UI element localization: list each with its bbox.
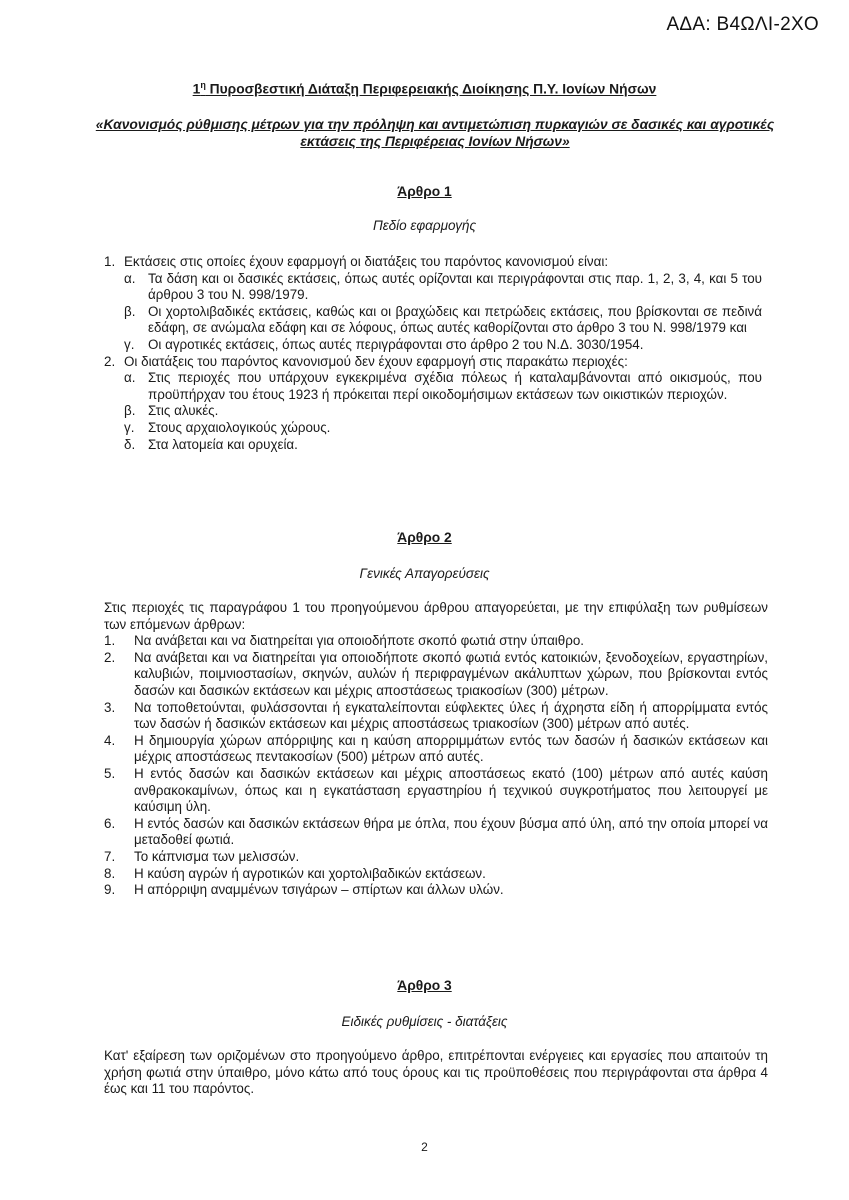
list-item: 9. Η απόρριψη αναμμένων τσιγάρων – σπίρτων και άλλων υλών. [104, 882, 504, 898]
list-item: 6. Η εντός δασών και δασικών εκτάσεων θήρα με όπλα, που έχουν βύσμα από ύλη, από την οποία μπορεί να μεταδοθεί φωτιά. [104, 815, 768, 848]
list-item: γ. Οι αγροτικές εκτάσεις, όπως αυτές περιγράφονται στο άρθρο 2 του Ν.Δ. 3030/1954. [124, 336, 644, 352]
list-item: β. Στις αλυκές. [124, 403, 219, 419]
list-item: 4. Η δημιουργία χώρων απόρριψης και η καύση απορριμμάτων εντός των δασών ή δασικών εκτάσεων και μέχρις αποστάσεως πεντακοσίων (500) μέτρων από αυτές. [104, 732, 768, 765]
list-item: α. Στις περιοχές που υπάρχουν εγκεκριμένα σχέδια πόλεως ή καταλαμβάνονται από οικισμούς, που προϋπήρχαν του έτους 1923 ή πρόκειται περί οικοδομήσιμων εκτάσεων των οικιστικών περιοχών. [124, 370, 762, 402]
list-item: γ. Στους αρχαιολογικούς χώρους. [124, 419, 331, 435]
article-3-heading: Άρθρο 3 [397, 978, 452, 993]
list-item: 7. Το κάπνισμα των μελισσών. [104, 848, 300, 864]
list-item: 2. Να ανάβεται και να διατηρείται για οποιοδήποτε σκοπό φωτιά εντός κατοικιών, ξενοδοχείων, εργαστηρίων, καλυβιών, ποιμνιοστασίων, σκηνών, αυλών ή περιφραγμένων ακάλυπτων χώρων, που βρίσκονται εντός δασών και δασικών εκτάσεων και μέχρις αποστάσεως τριακοσίων (300) μέτρων. [104, 649, 768, 698]
article-1-heading: Άρθρο 1 [397, 184, 452, 199]
list-item: 1. Εκτάσεις στις οποίες έχουν εφαρμογή οι διατάξεις του παρόντος κανονισμού είναι: [104, 254, 609, 269]
article-2-heading: Άρθρο 2 [397, 530, 452, 545]
title-text: Πυροσβεστική Διάταξη Περιφερειακής Διοίκησης Π.Υ. Ιονίων Νήσων [205, 81, 657, 97]
article-3-body: Κατ' εξαίρεση των οριζομένων στο προηγούμενο άρθρο, επιτρέπονται ενέργειες και εργασίες που απαιτούν τη χρήση φωτιά στην ύπαιθρο, μόνο κάτω από τους όρους και τις προϋποθέσεις που περιγράφονται στα άρθρα 4 έως και 11 του παρόντος. [104, 1048, 768, 1097]
page-number: 2 [421, 1140, 428, 1154]
list-item: 5. Η εντός δασών και δασικών εκτάσεων και μέχρις αποστάσεως εκατό (100) μέτρων από αυτές καύση ανθρακοκαμίνων, όπως και η εγκατάσταση εργαστηρίου ή τεχνικού συγκροτήματος που λειτουργεί με καύσιμη ύλη. [104, 765, 768, 815]
title-ordinal: 1 [192, 81, 201, 97]
article-2-body [104, 600, 768, 899]
list-item: α. Τα δάση και οι δασικές εκτάσεις, όπως αυτές ορίζονται και περιγράφονται στις παρ. 1, 2, 3, 4, και 5 του άρθρου 3 του Ν. 998/1979. [124, 270, 762, 303]
article-2-intro: Στις περιοχές τις παραγράφου 1 του προηγούμενου άρθρου απαγορεύεται, με την επιφύλαξη των ρυθμίσεων των επόμενων άρθρων: [104, 600, 768, 632]
list-item: 1. Να ανάβεται και να διατηρείται για οποιοδήποτε σκοπό φωτιά στην ύπαιθρο. [104, 633, 585, 649]
document-subtitle: «Κανονισμός ρύθμισης μέτρων για την πρόληψη και αντιμετώπιση πυρκαγιών σε δασικές και αγροτικές εκτάσεις της Περιφέρειας Ιονίων Νήσων» [95, 117, 775, 149]
list-item: 8. Η καύση αγρών ή αγροτικών και χορτολιβαδικών εκτάσεων. [104, 865, 486, 881]
list-item: β. Οι χορτολιβαδικές εκτάσεις, καθώς και οι βραχώδεις και πετρώδεις εκτάσεις, που βρίσκονται σε πεδινά εδάφη, σε ανώμαλα εδάφη και σε λόφους, όπως αυτές καθορίζονται στο άρθρο 3 του Ν. 998/1979 και [124, 303, 762, 336]
article-1-subheading: Πεδίο εφαρμογής [372, 218, 477, 233]
article-3-subheading: Ειδικές ρυθμίσεις - διατάξεις [341, 1014, 508, 1029]
list-item: 2. Οι διατάξεις του παρόντος κανονισμού δεν έχουν εφαρμογή στις παρακάτω περιοχές: [104, 353, 628, 369]
document-title [0, 80, 849, 97]
list-item: 3. Να τοποθετούνται, φυλάσσονται ή εγκαταλείπονται εύφλεκτες ύλες ή άχρηστα είδη ή απορρίμματα εντός των δασών ή δασικών εκτάσεων και μέχρις αποστάσεως τριακοσίων (300) μέτρων από αυτές. [104, 699, 768, 732]
article-1-body [104, 254, 762, 453]
article-2-subheading: Γενικές Απαγορεύσεις [359, 566, 490, 581]
list-item: δ. Στα λατομεία και ορυχεία. [124, 436, 298, 452]
ada-code: ΑΔΑ: Β4ΩΛΙ-2ΧΟ [666, 14, 819, 35]
title-ordinal-suffix: η [200, 80, 206, 90]
